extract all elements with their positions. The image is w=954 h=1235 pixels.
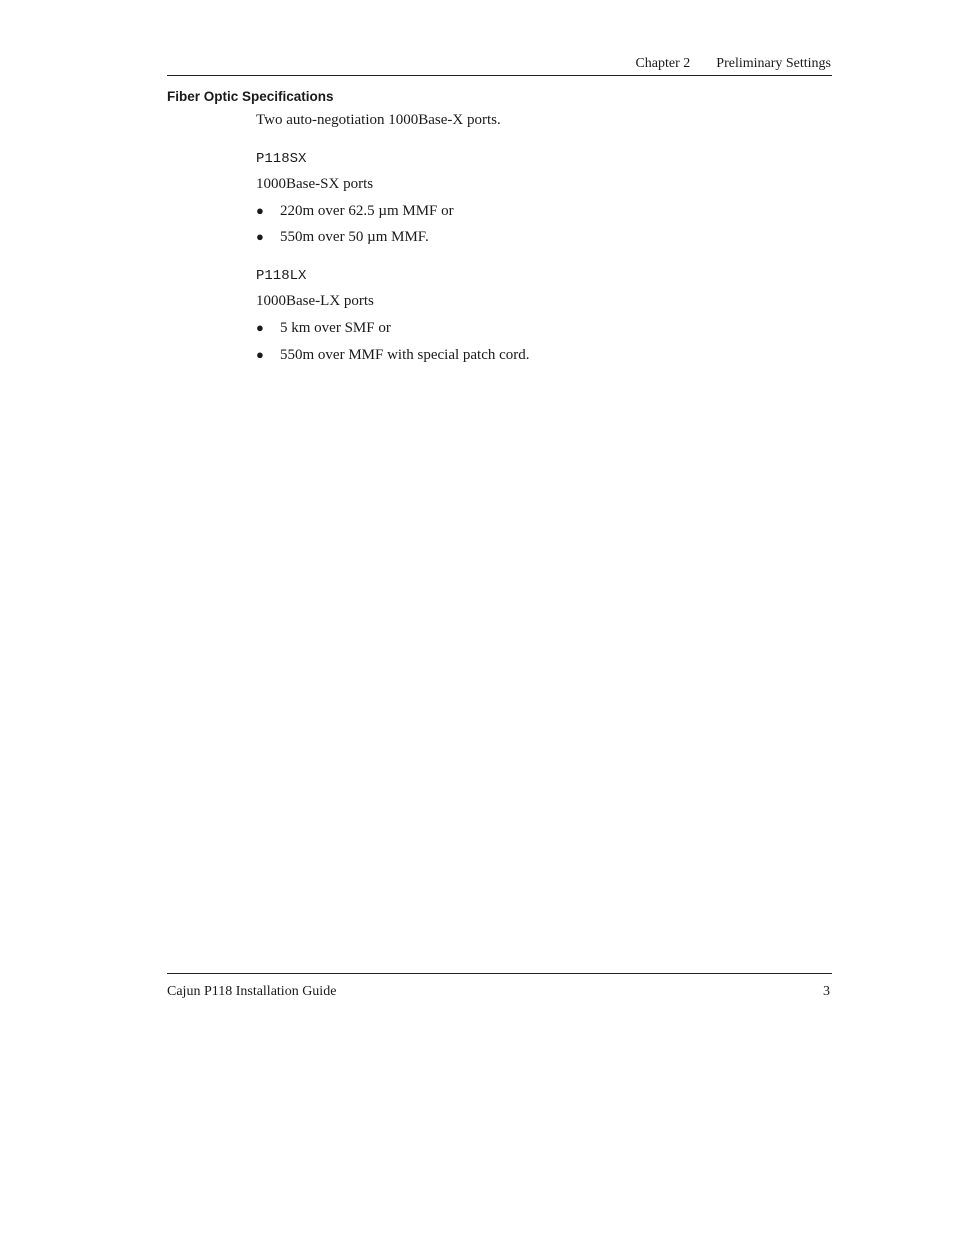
section-intro: Two auto-negotiation 1000Base-X ports. [256,112,501,128]
list-item-text: 220m over 62.5 µm MMF or [280,203,454,219]
page-footer [167,973,832,1000]
model-sx-name: P118SX [256,151,307,167]
section-title: Fiber Optic Specifications [167,89,334,104]
list-item-text: 550m over MMF with special patch cord. [280,347,530,363]
list-item-text: 5 km over SMF or [280,320,391,336]
bullet-icon: ● [256,347,264,362]
bullet-icon: ● [256,203,264,218]
bullet-icon: ● [256,229,264,244]
page-number: 3 [823,984,830,999]
page-header [167,56,832,76]
header-title: Preliminary Settings [716,56,831,71]
model-lx-description: 1000Base-LX ports [256,293,374,309]
model-sx-description: 1000Base-SX ports [256,176,374,192]
list-item-text: 550m over 50 µm MMF. [280,229,429,245]
footer-guide-title: Cajun P118 Installation Guide [167,984,337,999]
bullet-icon: ● [256,320,264,335]
list-item [256,347,530,364]
header-chapter: Chapter 2 [635,56,691,71]
list-item [256,320,391,337]
list-item [256,229,429,246]
model-lx-name: P118LX [256,268,307,284]
list-item [256,203,454,220]
